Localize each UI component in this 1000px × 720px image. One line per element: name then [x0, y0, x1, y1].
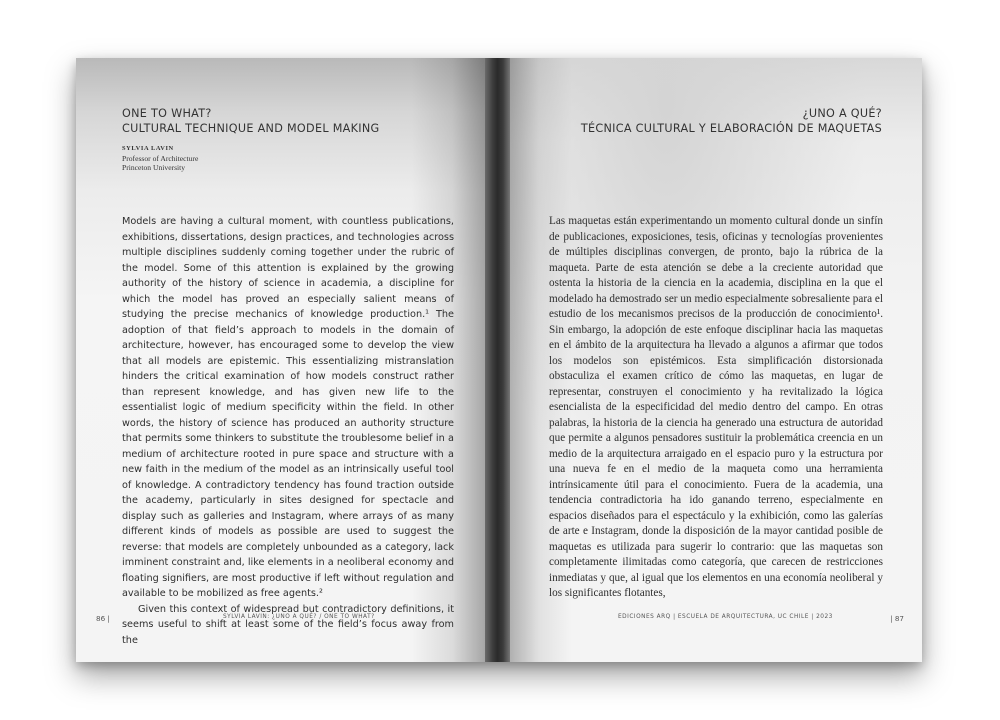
- english-body-text: [122, 214, 454, 648]
- left-page: [76, 58, 485, 662]
- english-title: ONE TO WHAT?: [122, 107, 212, 120]
- spanish-body-text: [549, 214, 883, 602]
- open-book: [76, 58, 922, 662]
- book-gutter: [485, 58, 510, 662]
- author-affiliation: Princeton University: [122, 163, 186, 172]
- left-running-footer: SYLVIA LAVIN: ¿UNO A QUÉ? / ONE TO WHAT?: [223, 614, 375, 620]
- right-page: [510, 58, 922, 662]
- right-page-title: [581, 106, 882, 136]
- english-paragraph-2: Given this context of widespread but contradictory definitions, it seems useful to shift at least some of the field’s focus away from the: [122, 603, 454, 646]
- spanish-subtitle: TÉCNICA CULTURAL Y ELABORACIÓN DE MAQUETAS: [580, 122, 882, 135]
- spanish-paragraph-1: Las maquetas están experimentando un momento cultural donde un sinfín de publicaciones, exposiciones, tesis, oficinas y tecnologías provenientes de múltiples disciplinas convergen, de pronto, bajo la rúbrica de la maqueta. Parte de esta atención se debe a la creciente autoridad que ostenta la historia de la ciencia en la academia, disciplina en la que el modelado ha demostrado ser un medio especialmente sobresaliente para el estudio de los mecanismos precisos de la producción de conocimiento¹. Sin embargo, la adopción de este enfoque disciplinar hacia las maquetas en el ámbito de la arquitectura ha llevado a algunos a afirmar que todos los modelos son epistémicos. Esta simplificación distorsionada obstaculiza el examen crítico de cómo las maquetas, en lugar de representar, construyen el conocimiento y ha revitalizado la lógica esencialista de la especificidad del medio dentro del campo. En otras palabras, la historia de la ciencia ha generado una estructura de autoridad que permite a algunos pensadores sustituir la problemática creencia en un medio de la arquitectura arraigado en el espacio puro y la estructura por una nueva fe en el medio de la maqueta como una herramienta intrínsicamente útil para el conocimiento. Fuera de la academia, una tendencia contradictoria ha ido ganando terreno, especialmente en espacios diseñados para el espectáculo y la exhibición, como las galerías de arte e Instagram, donde la disposición de la mayor cantidad posible de maquetas es utilizada para sugerir lo contrario: que las maquetas son completamente ilimitadas como categoría, que carecen de restricciones inmediatas y que, al igual que los elementos en una economía neoliberal y los significantes flotantes,: [549, 215, 883, 599]
- author-block: [122, 144, 198, 173]
- english-subtitle: CULTURAL TECHNIQUE AND MODEL MAKING: [122, 122, 380, 135]
- right-running-footer: EDICIONES ARQ | ESCUELA DE ARQUITECTURA, UC CHILE | 2023: [618, 614, 833, 620]
- author-role: Professor of Architecture: [122, 153, 199, 163]
- author-name: SYLVIA LAVIN: [122, 145, 174, 152]
- right-page-number: | 87: [890, 614, 904, 623]
- left-page-number: 86 |: [96, 614, 110, 623]
- left-page-title: [122, 106, 380, 136]
- spanish-title: ¿UNO A QUÉ?: [802, 107, 882, 120]
- english-paragraph-1: Models are having a cultural moment, with countless publications, exhibitions, dissertations, design practices, and technologies across multiple disciplines suddenly coming together under the rubric of the model. Some of this attention is explained by the growing authority of the history of science in academia, a discipline for which the model has proved an especially salient means of studying the precise mechanics of knowledge production.¹ The adoption of that field’s approach to models in the domain of architecture, however, has encouraged some to develop the view that all models are epistemic. This essentializing mistranslation hinders the critical examination of how models construct rather than represent knowledge, and has given new life to the essentialist logic of medium specificity within the field. In other words, the history of science has produced an authority structure that permits some thinkers to substitute the troublesome belief in a medium of architecture rooted in pure space and structure with a new faith in the medium of the model as an intrinsically useful tool of knowledge. A contradictory tendency has found traction outside the academy, particularly in sites designed for spectacle and display such as galleries and Instagram, where arrays of as many different kinds of models as possible are used to suggest the reverse: that models are completely unbounded as a category, lack imminent constraint and, like elements in a neoliberal economy and floating signifiers, are most productive if left without regulation and available to be mobilized as free agents.²: [122, 216, 454, 599]
